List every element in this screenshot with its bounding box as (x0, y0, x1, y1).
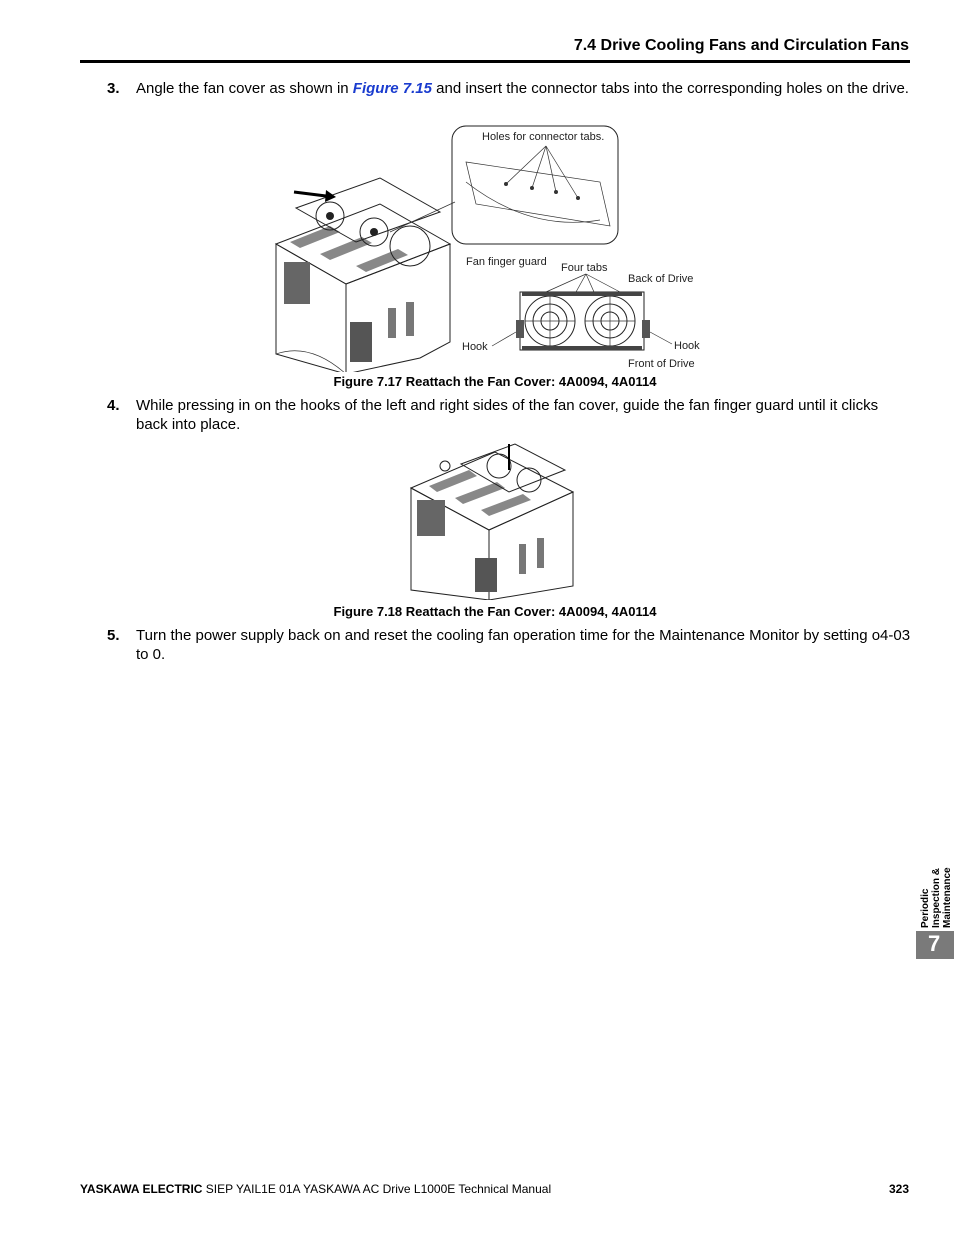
footer-doc-title: SIEP YAIL1E 01A YASKAWA AC Drive L1000E Technical Manual (202, 1182, 552, 1196)
footer-brand: YASKAWA ELECTRIC (80, 1182, 203, 1196)
finger-guard-diagram (516, 274, 650, 350)
chapter-side-label: Periodic Inspection & Maintenance (920, 867, 953, 928)
callout-detail-illustration (466, 146, 610, 226)
label-hook-right: Hook (674, 340, 700, 352)
step-5 (107, 626, 912, 664)
step-4 (107, 396, 912, 434)
label-holes: Holes for connector tabs. (482, 131, 605, 143)
figure-link[interactable]: Figure 7.15 (352, 80, 432, 97)
page-number: 323 (888, 1182, 909, 1196)
figure-7-17-illustration (270, 122, 720, 372)
step-text: While pressing in on the hooks of the left and right sides of the fan cover, guide the fan finger guard until it clicks back into place. (136, 397, 879, 433)
step-number: 5. (107, 627, 120, 644)
step-text: Angle the fan cover as shown in (136, 80, 353, 97)
step-text: Turn the power supply back on and reset the cooling fan operation time for the Maintenance Monitor by setting o4-03 to 0. (136, 627, 911, 663)
fan-cover-illustration (296, 178, 440, 266)
label-back-of-drive: Back of Drive (628, 273, 694, 285)
figure-7-17-caption: Figure 7.17 Reattach the Fan Cover: 4A0094, 4A0114 (333, 374, 657, 389)
label-hook-left: Hook (462, 341, 488, 353)
step-3 (107, 79, 912, 98)
label-front-of-drive: Front of Drive (628, 358, 695, 370)
label-four-tabs: Four tabs (561, 262, 608, 274)
step-text-cont: and insert the connector tabs into the corresponding holes on the drive. (432, 80, 909, 97)
chapter-tab (916, 931, 954, 959)
chapter-number: 7 (928, 931, 941, 956)
drive-body-illustration (276, 204, 450, 372)
step-number: 4. (107, 397, 120, 414)
section-title: 7.4 Drive Cooling Fans and Circulation Fans (573, 37, 909, 54)
footer-doc-info (80, 1182, 551, 1196)
figure-7-18-illustration (405, 440, 580, 600)
figure-7-18-caption: Figure 7.18 Reattach the Fan Cover: 4A0094, 4A0114 (333, 604, 657, 619)
step-number: 3. (107, 80, 120, 97)
header-rule (80, 60, 910, 63)
label-finger-guard: Fan finger guard (466, 256, 547, 268)
